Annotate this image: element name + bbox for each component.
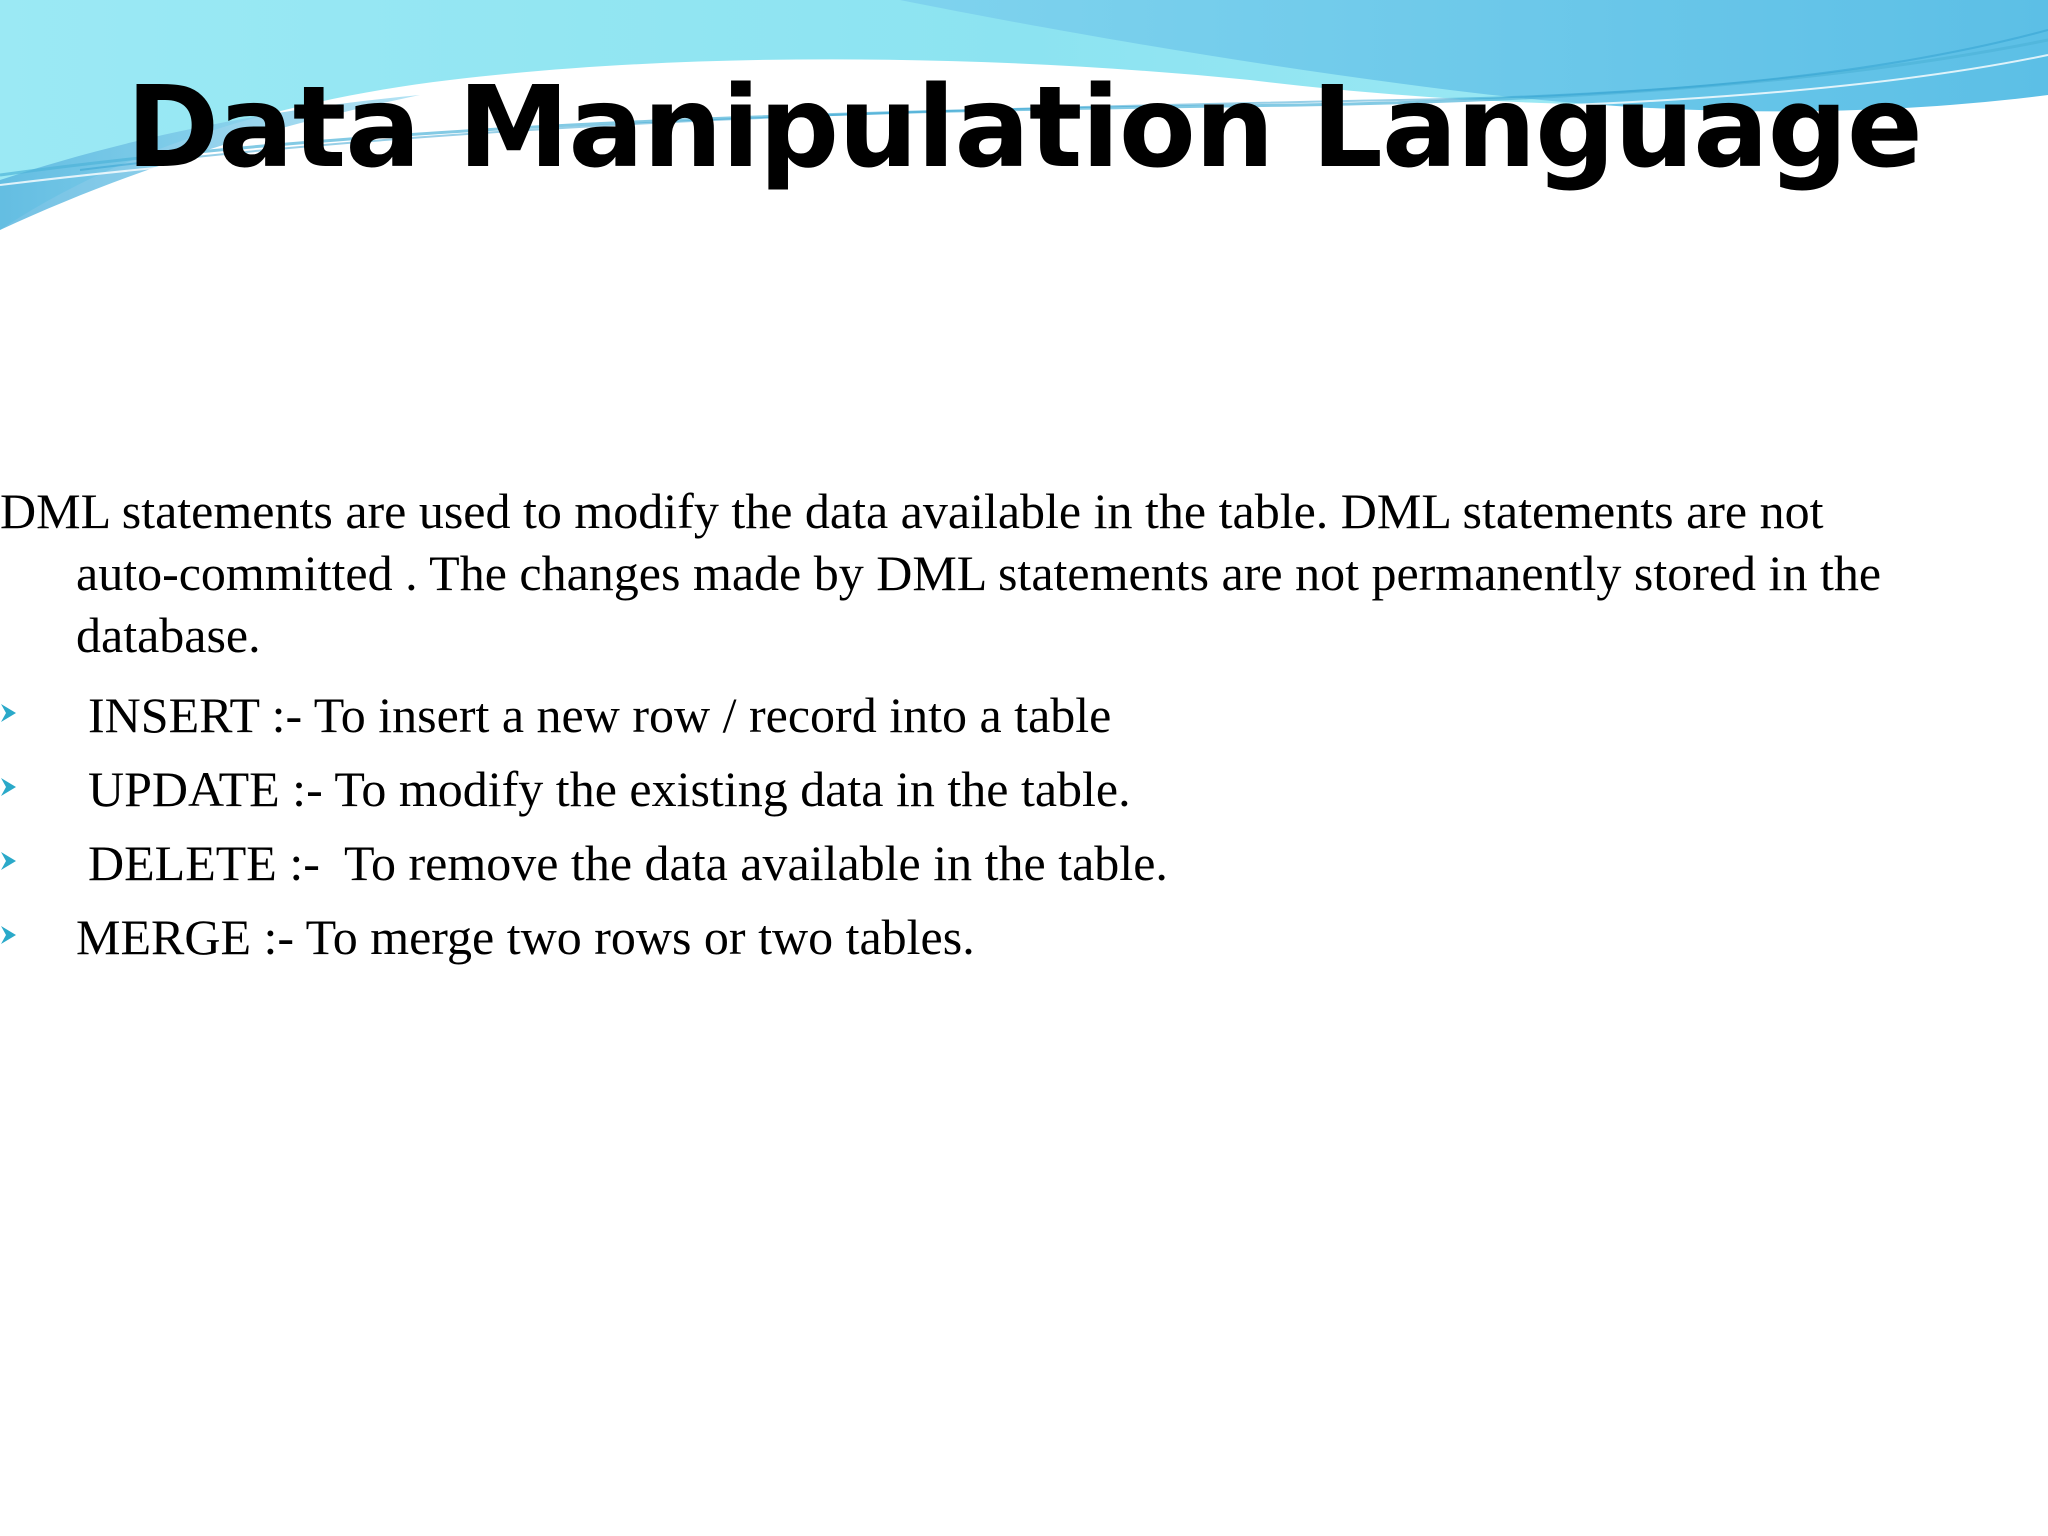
arrow-bullet-icon xyxy=(0,702,18,724)
list-item-update xyxy=(0,752,1900,826)
list-item-delete xyxy=(0,826,1900,900)
intro-paragraph: DML statements are used to modify the data available in the table. DML statements are not auto-committed . The changes made by DML statements are not permanently stored in the database. xyxy=(0,483,1882,663)
list-item-text: DELETE :- To remove the data available in the table. xyxy=(88,835,1168,891)
list-item-merge xyxy=(0,900,1900,974)
list-item-text: MERGE :- To merge two rows or two tables. xyxy=(76,909,975,965)
list-item-insert xyxy=(0,678,1900,752)
list-item-text: UPDATE :- To modify the existing data in the table. xyxy=(88,761,1131,817)
arrow-bullet-icon xyxy=(0,776,18,798)
list-item-text: INSERT :- To insert a new row / record into a table xyxy=(88,687,1112,743)
slide-title: Data Manipulation Language xyxy=(126,63,1922,193)
arrow-bullet-icon xyxy=(0,850,18,872)
slide-body xyxy=(0,480,1900,974)
arrow-bullet-icon xyxy=(0,924,18,946)
command-list xyxy=(0,678,1900,974)
